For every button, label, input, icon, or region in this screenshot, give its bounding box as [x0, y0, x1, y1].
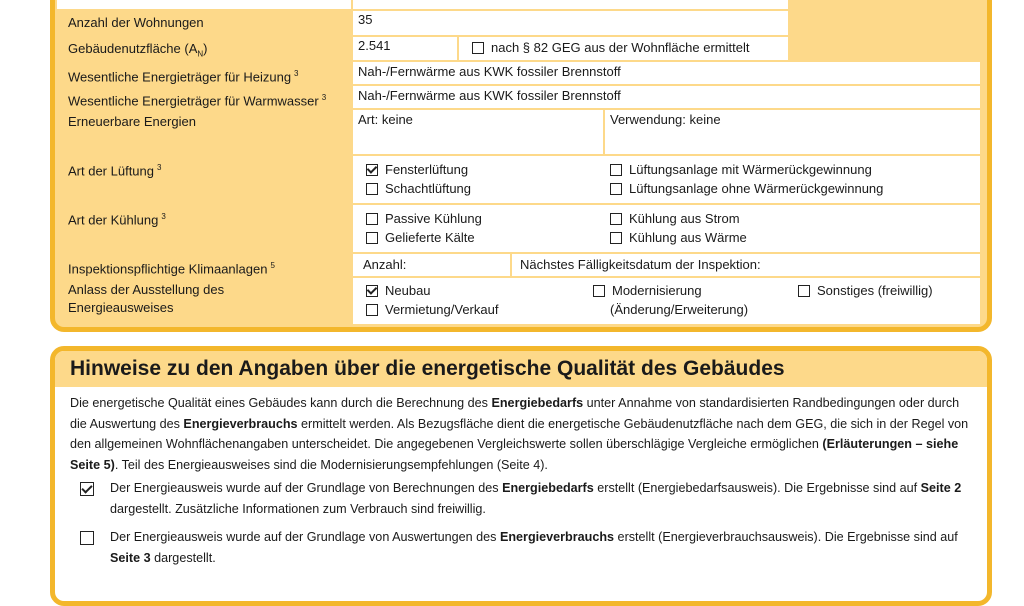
- heizung-value: Nah-/Fernwärme aus KWK fossiler Brennstoff: [358, 64, 621, 79]
- kuehlung-option-strom[interactable]: [610, 210, 740, 228]
- checkbox-icon[interactable]: [472, 42, 484, 54]
- nutzflaeche-check-cell: [459, 37, 788, 60]
- option-label: Fensterlüftung: [385, 162, 469, 177]
- option-label: Vermietung/Verkauf: [385, 302, 499, 317]
- kuehlung-cell: [353, 205, 980, 252]
- bedarf-option-text: [110, 478, 975, 519]
- top-label-cell: [57, 0, 351, 9]
- erneuerbar-art-cell: [353, 110, 603, 154]
- klima-anzahl: Anzahl:: [363, 257, 407, 272]
- warmwasser-value-cell: [353, 86, 980, 108]
- warmwasser-value: Nah-/Fernwärme aus KWK fossiler Brennstoff: [358, 88, 621, 103]
- hinweise-paragraph: [70, 393, 975, 475]
- nutzflaeche-value: 2.541: [358, 38, 391, 53]
- checkbox-icon[interactable]: [366, 232, 378, 244]
- erneuerbar-verwendung-cell: [605, 110, 980, 154]
- note-text: erstellt (Energiebedarfsausweis). Die Ergebnisse sind auf: [593, 481, 921, 495]
- verbrauch-option-text: [110, 527, 975, 568]
- hinweise-header: [55, 351, 987, 387]
- option-label: Modernisierung: [612, 283, 702, 298]
- wohnungen-value: 35: [358, 12, 373, 27]
- anlass-option-neubau[interactable]: [366, 282, 431, 300]
- kuehlung-option-passiv[interactable]: [366, 210, 482, 228]
- erneuerbar-verwendung: Verwendung: keine: [610, 112, 721, 127]
- lueftung-option-mit-wrg[interactable]: [610, 161, 872, 179]
- kuehlung-label: [68, 207, 166, 229]
- para-text: Die energetische Qualität eines Gebäudes kann durch die Berechnung des: [70, 396, 492, 410]
- checkbox-icon[interactable]: [366, 183, 378, 195]
- anlass-option-modernisierung[interactable]: [593, 282, 702, 300]
- kuehlung-footnote: 3: [161, 212, 166, 221]
- checkbox-icon[interactable]: [366, 285, 378, 297]
- lueftung-option-ohne-wrg[interactable]: [610, 180, 883, 198]
- checkbox-icon[interactable]: [798, 285, 810, 297]
- anlass-option-sonstiges[interactable]: [798, 282, 933, 300]
- anlass-label-line2: Energieausweises: [68, 300, 174, 315]
- klima-faellig-cell: [512, 254, 980, 276]
- form-side-panel: [791, 0, 981, 59]
- checkbox-icon[interactable]: [610, 183, 622, 195]
- nutzflaeche-checkbox-label: nach § 82 GEG aus der Wohnfläche ermittelt: [491, 40, 750, 55]
- checkbox-icon[interactable]: [610, 232, 622, 244]
- note-bold: Seite 3: [110, 550, 151, 565]
- heizung-label: [68, 64, 299, 86]
- klima-footnote: 5: [270, 261, 275, 270]
- note-bold: Energieverbrauchs: [499, 530, 615, 544]
- note-text: dargestellt.: [150, 550, 216, 565]
- kuehlung-option-kaelte[interactable]: [366, 229, 475, 247]
- nutzflaeche-value-cell: [353, 37, 457, 60]
- verbrauch-checkbox[interactable]: [80, 531, 94, 545]
- wohnungen-label: Anzahl der Wohnungen: [68, 15, 204, 30]
- heizung-label-text: Wesentliche Energieträger für Heizung: [68, 69, 292, 85]
- para-bold: Energiebedarfs: [491, 396, 584, 410]
- lueftung-label: [68, 158, 161, 180]
- para-text: unter Annahme von standardisierten Randbedingungen oder durch die Auswertung des: [70, 396, 960, 431]
- anlass-cell: [353, 278, 980, 324]
- anlass-modernisierung-sub: (Änderung/Erweiterung): [610, 302, 749, 317]
- klima-faellig: Nächstes Fälligkeitsdatum der Inspektion:: [520, 257, 761, 272]
- checkbox-icon[interactable]: [366, 304, 378, 316]
- para-bold: Energieverbrauchs: [183, 416, 298, 431]
- note-bold: Energiebedarfs: [502, 481, 594, 495]
- note-text: erstellt (Energieverbrauchsausweis). Die Ergebnisse sind auf: [614, 530, 958, 544]
- option-label: Sonstiges (freiwillig): [817, 283, 933, 298]
- nutzflaeche-label: [68, 39, 208, 64]
- bedarf-checkbox[interactable]: [80, 482, 94, 496]
- nutzflaeche-label-end: ): [203, 41, 208, 56]
- kuehlung-label-text: Art der Kühlung: [68, 212, 159, 228]
- anlass-option-vermietung[interactable]: [366, 301, 498, 319]
- lueftung-option-schacht[interactable]: [366, 180, 471, 198]
- option-label: Neubau: [385, 283, 431, 298]
- klima-label-text: Inspektionspflichtige Klimaanlagen: [68, 261, 268, 277]
- option-label: Schachtlüftung: [385, 181, 472, 196]
- top-value-cell: [353, 0, 788, 9]
- hinweise-title: Hinweise zu den Angaben über die energetische Qualität des Gebäudes: [70, 357, 785, 380]
- nutzflaeche-label-text: Gebäudenutzfläche (A: [68, 41, 198, 56]
- checkbox-icon[interactable]: [366, 213, 378, 225]
- option-label: Kühlung aus Wärme: [629, 230, 747, 245]
- klima-anzahl-cell: [353, 254, 510, 276]
- nutzflaeche-label-sub: N: [197, 49, 204, 59]
- checkbox-icon[interactable]: [610, 213, 622, 225]
- heizung-footnote: 3: [294, 69, 299, 78]
- anlass-label-line1: Anlass der Ausstellung des: [68, 282, 225, 297]
- option-label: Lüftungsanlage ohne Wärmerückgewinnung: [629, 181, 884, 196]
- option-label: Gelieferte Kälte: [385, 230, 475, 245]
- nutzflaeche-checkbox[interactable]: [472, 39, 749, 57]
- erneuerbar-label: Erneuerbare Energien: [68, 114, 196, 129]
- kuehlung-option-waerme[interactable]: [610, 229, 747, 247]
- hinweise-section: [50, 346, 992, 606]
- note-text: dargestellt. Zusätzliche Informationen zum Verbrauch sind freiwillig.: [110, 501, 486, 516]
- para-text: . Teil des Energieausweises sind die Modernisierungsempfehlungen (Seite 4).: [114, 457, 548, 472]
- lueftung-cell: [353, 156, 980, 203]
- checkbox-icon[interactable]: [593, 285, 605, 297]
- option-label: Kühlung aus Strom: [629, 211, 740, 226]
- para-text: ermittelt werden. Als Bezugsfläche dient die energetische Gebäudenutzfläche nach dem GEG, die sich in der Regel von den allgemeinen Wohnflächenangaben unterscheidet. Die angegebenen Vergleichswerte sollen überschlägige Vergleiche ermöglichen: [70, 416, 969, 451]
- note-bold: Seite 2: [920, 481, 962, 495]
- warmwasser-label-text: Wesentliche Energieträger für Warmwasser: [68, 93, 319, 109]
- note-text: Der Energieausweis wurde auf der Grundlage von Auswertungen des: [110, 530, 500, 544]
- klima-label: [68, 256, 275, 278]
- option-label: Lüftungsanlage mit Wärmerückgewinnung: [629, 162, 872, 177]
- lueftung-option-fenster[interactable]: [366, 161, 468, 179]
- checkbox-icon[interactable]: [366, 164, 378, 176]
- wohnungen-value-cell: [353, 11, 788, 35]
- lueftung-footnote: 3: [157, 163, 162, 172]
- lueftung-label-text: Art der Lüftung: [68, 163, 154, 179]
- heizung-value-cell: [353, 62, 980, 84]
- erneuerbar-art: Art: keine: [358, 112, 413, 127]
- option-label: Passive Kühlung: [385, 211, 482, 226]
- para-bold: (Erläuterungen – siehe Seite 5): [70, 437, 959, 472]
- checkbox-icon[interactable]: [610, 164, 622, 176]
- warmwasser-label: [68, 88, 326, 110]
- warmwasser-footnote: 3: [321, 93, 327, 102]
- note-text: Der Energieausweis wurde auf der Grundlage von Berechnungen des: [110, 481, 503, 495]
